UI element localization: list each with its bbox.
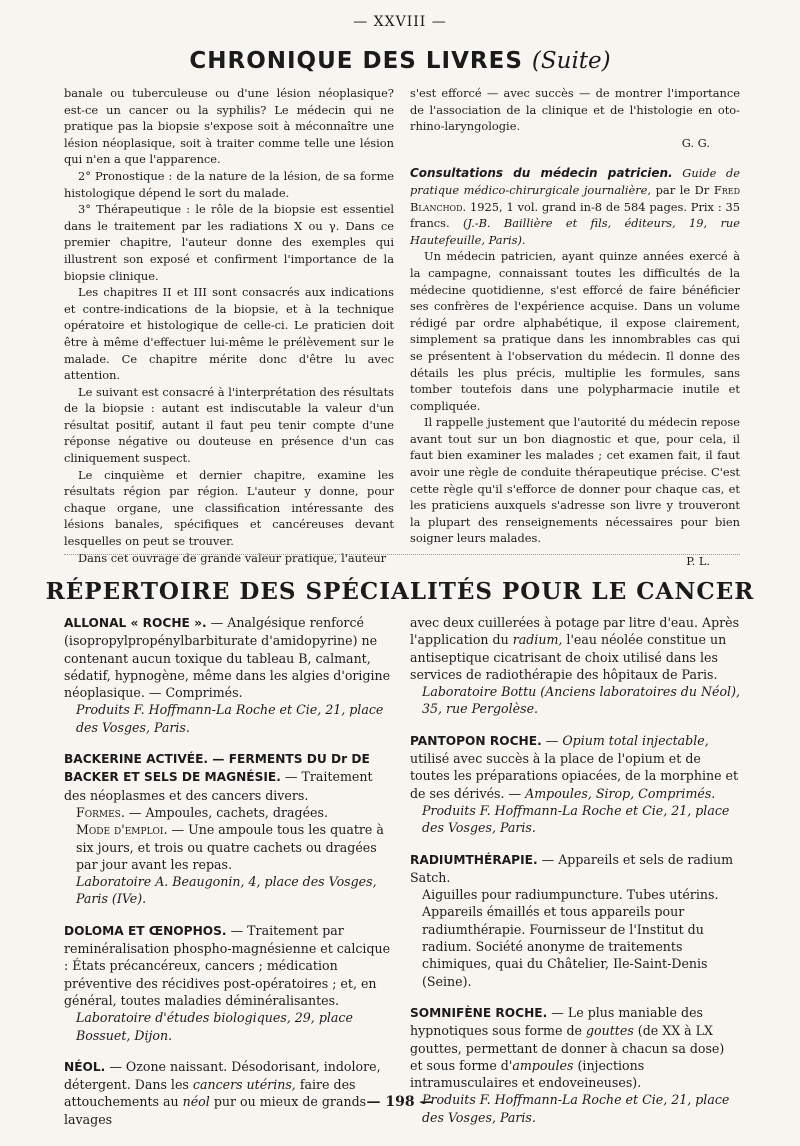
book-meta: 1925, 1 vol. grand in-8 de 584 pages. Prix : 35 francs.: [410, 199, 741, 231]
repertoire-column-left: [64, 614, 394, 1142]
entry-lab: Produits F. Hoffmann-La Roche et Cie, 21, place des Vosges, Paris.: [422, 802, 730, 836]
entry-neol: [64, 1058, 394, 1128]
entry-lab: Produits F. Hoffmann-La Roche et Cie, 21, place des Vosges, Paris.: [76, 702, 384, 735]
entry-text: avec deux cuillerées à potage par litre d'eau. Après l'application du: [410, 615, 740, 648]
book-reference: [410, 165, 740, 248]
entry-text: l'eau néolée constitue un antiseptique cicatrisant de choix utilisé dans les services de radiothérapie des hôpitaux de Paris.: [410, 632, 727, 682]
entry-text: — Traitement des néoplasmes et des cancers divers.: [64, 769, 373, 803]
entry-lab: Laboratoire A. Beaugonin, 4, place des Vosges, Paris (IVe).: [76, 874, 377, 907]
entry-name: RADIUMTHÉRAPIE.: [410, 852, 538, 867]
entry-formes: [64, 804, 394, 821]
signature-gg: [410, 135, 740, 152]
chronique-title: [0, 48, 800, 74]
entry-emphasis: néol: [182, 1094, 210, 1110]
entry-backerine: [64, 750, 394, 908]
entry-text: — Traitement par reminéralisation phospho-magnésienne et calcique : États précancéreux, cancers ; médication préventive des récidives post-opératoires ; et, en général, toutes maladies déminéralisantes.: [64, 922, 391, 1008]
entry-text-2: Aiguilles pour radiumpuncture. Tubes utérins. Appareils émaillés et tous appareils pour radiumthérapie. Fournisseur de l'Institut du radium. Société anonyme de traitements chimiques, quai du Châtelier, Ile-Saint-Denis (Seine).: [422, 887, 719, 989]
entry-body: [64, 922, 394, 1009]
entry-text: pur ou mieux de grands lavages: [64, 1094, 367, 1127]
paragraph: Le suivant est consacré à l'interprétation des résultats de la biopsie : autant est indiscutable la valeur d'un résultat positif, autant il faut peu tenir compte d'une réponse négative ou douteuse en présence d'un cas cliniquement suspect.: [64, 384, 394, 466]
entry-name: BACKERINE ACTIVÉE. — FERMENTS DU Dr DE BACKER ET SELS DE MAGNÉSIE.: [64, 752, 370, 785]
paragraph: banale ou tuberculeuse ou d'une lésion néoplasique? est-ce un cancer ou la syphilis? Le médecin qui ne pratique pas la biopsie s'expose soit à méconnaître une lésion néoplasique, soit à traiter comme telle une lésion qui n'en a que l'apparence.: [64, 86, 394, 167]
paragraph: Le cinquième et dernier chapitre, examine les résultats région par région. L'auteur y donne, pour chaque organe, une classification intéressante des lésions banales, spécifiques et cancéreuses devant lesquelles on peut se trouver.: [64, 467, 394, 549]
entry-mode: [64, 821, 394, 873]
entry-body: [64, 614, 394, 701]
entry-allonal: [64, 614, 394, 736]
section-divider: [64, 554, 740, 556]
entry-lab: Produits F. Hoffmann-La Roche et Cie, 21, place des Vosges, Paris.: [422, 1092, 730, 1125]
entry-body: [410, 614, 740, 683]
entry-lab: Laboratoire Bottu (Anciens laboratoires du Néol), 35, rue Pergolèse.: [422, 684, 740, 717]
paragraph: 2° Pronostique : de la nature de la lésion, de sa forme histologique dépend le sort du malade.: [64, 168, 394, 200]
entry-text: — Appareils et sels de radium Satch.: [410, 851, 734, 885]
entry-body: [64, 1058, 394, 1128]
entry-name: DOLOMA ET ŒNOPHOS.: [64, 923, 227, 938]
entry-name: ALLONAL « ROCHE ».: [64, 616, 207, 630]
book-by: par le Dr: [655, 182, 710, 197]
paragraph: 3° Thérapeutique : le rôle de la biopsie est essentiel dans le traitement par les radiations X ou γ. Dans ce premier chapitre, l'auteur donne des exemples qui illustrent son exposé et confirment l'importance de la biopsie clinique.: [64, 202, 394, 283]
entry-text: — Le plus maniable des hypnotiques sous forme de: [410, 1004, 703, 1039]
entry-emphasis: radium,: [512, 632, 563, 648]
entry-emphasis: Opium total injectable,: [562, 732, 709, 748]
page-roman-numeral: — XXVIII —: [353, 14, 447, 30]
mode-label: Mode d'emploi.: [76, 822, 168, 838]
paragraph: Un médecin patricien, ayant quinze années exercé à la campagne, connaissant toutes les difficultés de la médecine quotidienne, s'est efforcé de faire bénéficier ses confrères de l'expérience acquise. Dans un volume rédigé par ordre alphabétique, il expose clairement, simplement sa pratique dans les innombrables cas qui se présentent à l'observation du médecin. Il donne des détails les plus précis, multiplie les formules, sans tomber toutefois dans une polypharmacie inutile et compliquée.: [410, 249, 740, 413]
entry-dash: —: [545, 732, 559, 748]
paragraph: Dans cet ouvrage de grande valeur pratique, l'auteur: [78, 550, 387, 565]
entry-doloma: [64, 922, 394, 1044]
entry-emphasis: cancers utérins,: [192, 1077, 296, 1093]
entry-body: [410, 1004, 740, 1091]
book-publisher: (J.-B. Baillière et fils, éditeurs, 19, rue Hautefeuille, Paris).: [410, 216, 741, 247]
book-author: Fred Blanchod.: [410, 182, 741, 214]
entry-radiumtherapie: [410, 851, 740, 990]
chronique-column-right: [410, 85, 740, 570]
entry-lab: Laboratoire d'études biologiques, 29, place Bossuet, Dijon.: [76, 1010, 353, 1043]
book-title: Consultations du médecin patricien.: [410, 166, 673, 181]
entry-emphasis: ampoules: [512, 1057, 574, 1073]
entry-text: (de XX à LX gouttes, permettant de donner à chacun sa dose) et sous forme d': [410, 1023, 725, 1073]
entry-name: SOMNIFÈNE ROCHE.: [410, 1005, 548, 1020]
chronique-title-text: CHRONIQUE DES LIVRES: [189, 48, 523, 74]
page-number: — 198 —: [366, 1094, 434, 1110]
book-subtitle: Guide de pratique médico-chirurgicale journalière,: [410, 166, 741, 197]
entry-text: — Ozone naissant. Désodorisant, indolore, détergent. Dans les: [64, 1058, 381, 1093]
paragraph: s'est efforcé — avec succès — de montrer l'importance de l'association de la clinique et de l'histologie en oto-rhino-laryngologie.: [410, 86, 740, 134]
entry-neol-continued: [410, 614, 740, 718]
paragraph: Il rappelle justement que l'autorité du médecin repose avant tout sur un bon diagnostic et que, pour cela, il faut bien examiner les malades ; cet examen fait, il faut avoir une règle de conduite thérapeutique précise. C'est cette règle qu'il s'efforce de donner pour chaque cas, et les praticiens auxquels s'adresse son livre y trouveront la plupart des renseignements nécessaires pour bien soigner leurs malades.: [410, 415, 740, 546]
formes-label: Formes.: [76, 804, 125, 820]
mode-text: — Une ampoule tous les quatre à six jours, et trois ou quatre cachets ou dragées par jour avant les repas.: [76, 822, 384, 872]
formes-text: — Ampoules, cachets, dragées.: [128, 804, 328, 820]
entry-text: faire des attouchements au: [64, 1077, 356, 1110]
chronique-suite: (Suite): [531, 48, 611, 74]
entry-text: utilisé avec succès à la place de l'opium et de toutes les préparations opiacées, de la morphine et de ses dérivés.: [410, 751, 739, 801]
entry-emphasis: — Ampoules, Sirop, Comprimés.: [508, 785, 716, 801]
entry-body: [64, 750, 394, 804]
entry-text: — Analgésique renforcé (isopropylpropénylbarbiturate d'amidopyrine) ne contenant aucun toxique du tableau B, calmant, sédatif, hypnogène, même dans les algies d'origine néoplasique. — Comprimés.: [64, 615, 391, 701]
entry-body: [410, 732, 740, 802]
entry-body: [410, 851, 740, 887]
entry-name: PANTOPON ROCHE.: [410, 733, 542, 748]
entry-name: NÉOL.: [64, 1059, 106, 1074]
signature-gg-text: G. G.: [681, 135, 710, 150]
entry-text: (injections intramusculaires et endoveineuses).: [410, 1057, 645, 1091]
repertoire-column-right: [410, 614, 740, 1140]
repertoire-title: RÉPERTOIRE DES SPÉCIALITÉS POUR LE CANCER: [45, 578, 755, 605]
paragraph: Les chapitres II et III sont consacrés aux indications et contre-indications de la biopsie, et à la technique opératoire et histologique de celle-ci. Le praticien doit être à même d'effectuer lui-même le prélèvement sur le malade. Ce chapitre mérite donc d'être lu avec attention.: [64, 285, 394, 383]
entry-pantopon: [410, 732, 740, 837]
chronique-column-left: [64, 85, 394, 566]
entry-emphasis: gouttes: [585, 1023, 634, 1039]
signature-pl-text: P. L.: [686, 554, 710, 569]
